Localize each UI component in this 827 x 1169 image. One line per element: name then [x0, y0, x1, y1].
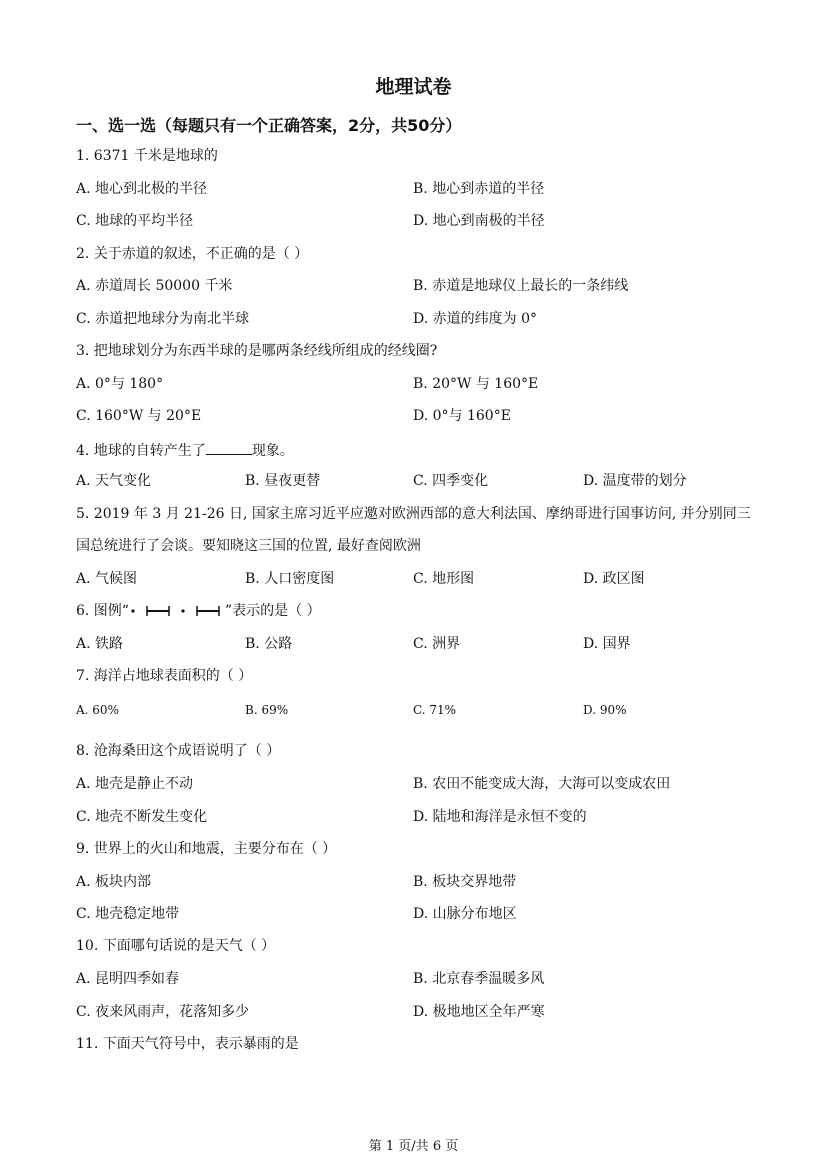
question-5-stem-line-2: 国总统进行了会谈。要知晓这三国的位置, 最好查阅欧洲 — [76, 538, 421, 554]
question-7-option-d: D. 90% — [583, 703, 627, 717]
question-9-option-c: C. 地壳稳定地带 — [76, 906, 180, 922]
question-6-option-c: C. 洲界 — [413, 636, 461, 652]
question-9-option-d: D. 山脉分布地区 — [413, 906, 517, 922]
question-10-option-c: C. 夜来风雨声，花落知多少 — [76, 1004, 250, 1020]
question-10-option-b: B. 北京春季温暖多风 — [413, 971, 545, 987]
question-6-option-b: B. 公路 — [245, 636, 293, 652]
question-5-stem-line-1: 5. 2019 年 3 月 21-26 日, 国家主席习近平应邀对欧洲西部的意大利法国、摩纳哥进行国事访问, 并分别同三 — [76, 506, 751, 522]
question-1-option-d: D. 地心到南极的半径 — [413, 213, 545, 229]
question-1-stem: 1. 6371 千米是地球的 — [76, 148, 218, 164]
question-10-stem: 10. 下面哪句话说的是天气（ ） — [76, 938, 276, 954]
question-2-option-b: B. 赤道是地球仪上最长的一条纬线 — [413, 278, 629, 294]
question-8-option-a: A. 地壳是静止不动 — [76, 776, 194, 792]
question-4-option-b: B. 昼夜更替 — [245, 473, 321, 489]
question-1-option-c: C. 地球的平均半径 — [76, 213, 194, 229]
question-7-option-a: A. 60% — [76, 703, 119, 717]
question-3-option-b: B. 20°W 与 160°E — [413, 376, 539, 392]
question-8-option-b: B. 农田不能变成大海，大海可以变成农田 — [413, 776, 671, 792]
question-4-stem-start: 4. 地球的自转产生了 — [76, 443, 206, 459]
question-7-option-c: C. 71% — [413, 703, 457, 717]
question-2-option-d: D. 赤道的纬度为 0° — [413, 311, 537, 327]
question-10-option-d: D. 极地地区全年严寒 — [413, 1004, 545, 1020]
question-8-option-d: D. 陆地和海洋是永恒不变的 — [413, 809, 587, 825]
question-8-stem: 8. 沧海桑田这个成语说明了（ ） — [76, 743, 281, 759]
section-heading: 一、选一选（每题只有一个正确答案，2分，共50分） — [76, 116, 462, 135]
question-2-stem: 2. 关于赤道的叙述，不正确的是（ ） — [76, 246, 309, 262]
question-3-stem: 3. 把地球划分为东西半球的是哪两条经线所组成的经线圈? — [76, 343, 438, 359]
question-9-stem: 9. 世界上的火山和地震，主要分布在（ ） — [76, 841, 337, 857]
question-1-option-a: A. 地心到北极的半径 — [76, 181, 208, 197]
question-9-option-b: B. 板块交界地带 — [413, 874, 517, 890]
question-11-stem: 11. 下面天气符号中，表示暴雨的是 — [76, 1036, 299, 1052]
question-3-option-d: D. 0°与 160°E — [413, 408, 511, 424]
boundary-legend-symbol-icon — [129, 605, 225, 617]
question-6-stem-start: 6. 图例“ — [76, 603, 129, 619]
question-3-option-a: A. 0°与 180° — [76, 376, 164, 392]
question-2-option-a: A. 赤道周长 50000 千米 — [76, 278, 233, 294]
question-5-option-d: D. 政区图 — [583, 571, 645, 587]
question-4-stem — [76, 440, 294, 460]
question-7-stem: 7. 海洋占地球表面积的（ ） — [76, 668, 253, 684]
question-6-stem-end: ”表示的是（ ） — [224, 603, 321, 619]
question-3-option-c: C. 160°W 与 20°E — [76, 408, 202, 424]
question-6-stem — [76, 602, 321, 620]
question-4-option-c: C. 四季变化 — [413, 473, 489, 489]
question-9-option-a: A. 板块内部 — [76, 874, 152, 890]
question-5-option-a: A. 气候图 — [76, 571, 138, 587]
page-footer: 第 1 页/共 6 页 — [368, 1139, 459, 1154]
question-7-option-b: B. 69% — [245, 703, 289, 717]
question-4-stem-end: 现象。 — [251, 443, 294, 459]
question-10-option-a: A. 昆明四季如春 — [76, 971, 180, 987]
answer-blank — [206, 440, 252, 455]
page-title: 地理试卷 — [375, 76, 452, 98]
question-4-option-a: A. 天气变化 — [76, 473, 152, 489]
question-1-option-b: B. 地心到赤道的半径 — [413, 181, 545, 197]
question-6-option-a: A. 铁路 — [76, 636, 124, 652]
question-4-option-d: D. 温度带的划分 — [583, 473, 687, 489]
question-8-option-c: C. 地壳不断发生变化 — [76, 809, 208, 825]
question-5-option-c: C. 地形图 — [413, 571, 475, 587]
question-5-option-b: B. 人口密度图 — [245, 571, 335, 587]
question-6-option-d: D. 国界 — [583, 636, 631, 652]
question-2-option-c: C. 赤道把地球分为南北半球 — [76, 311, 250, 327]
